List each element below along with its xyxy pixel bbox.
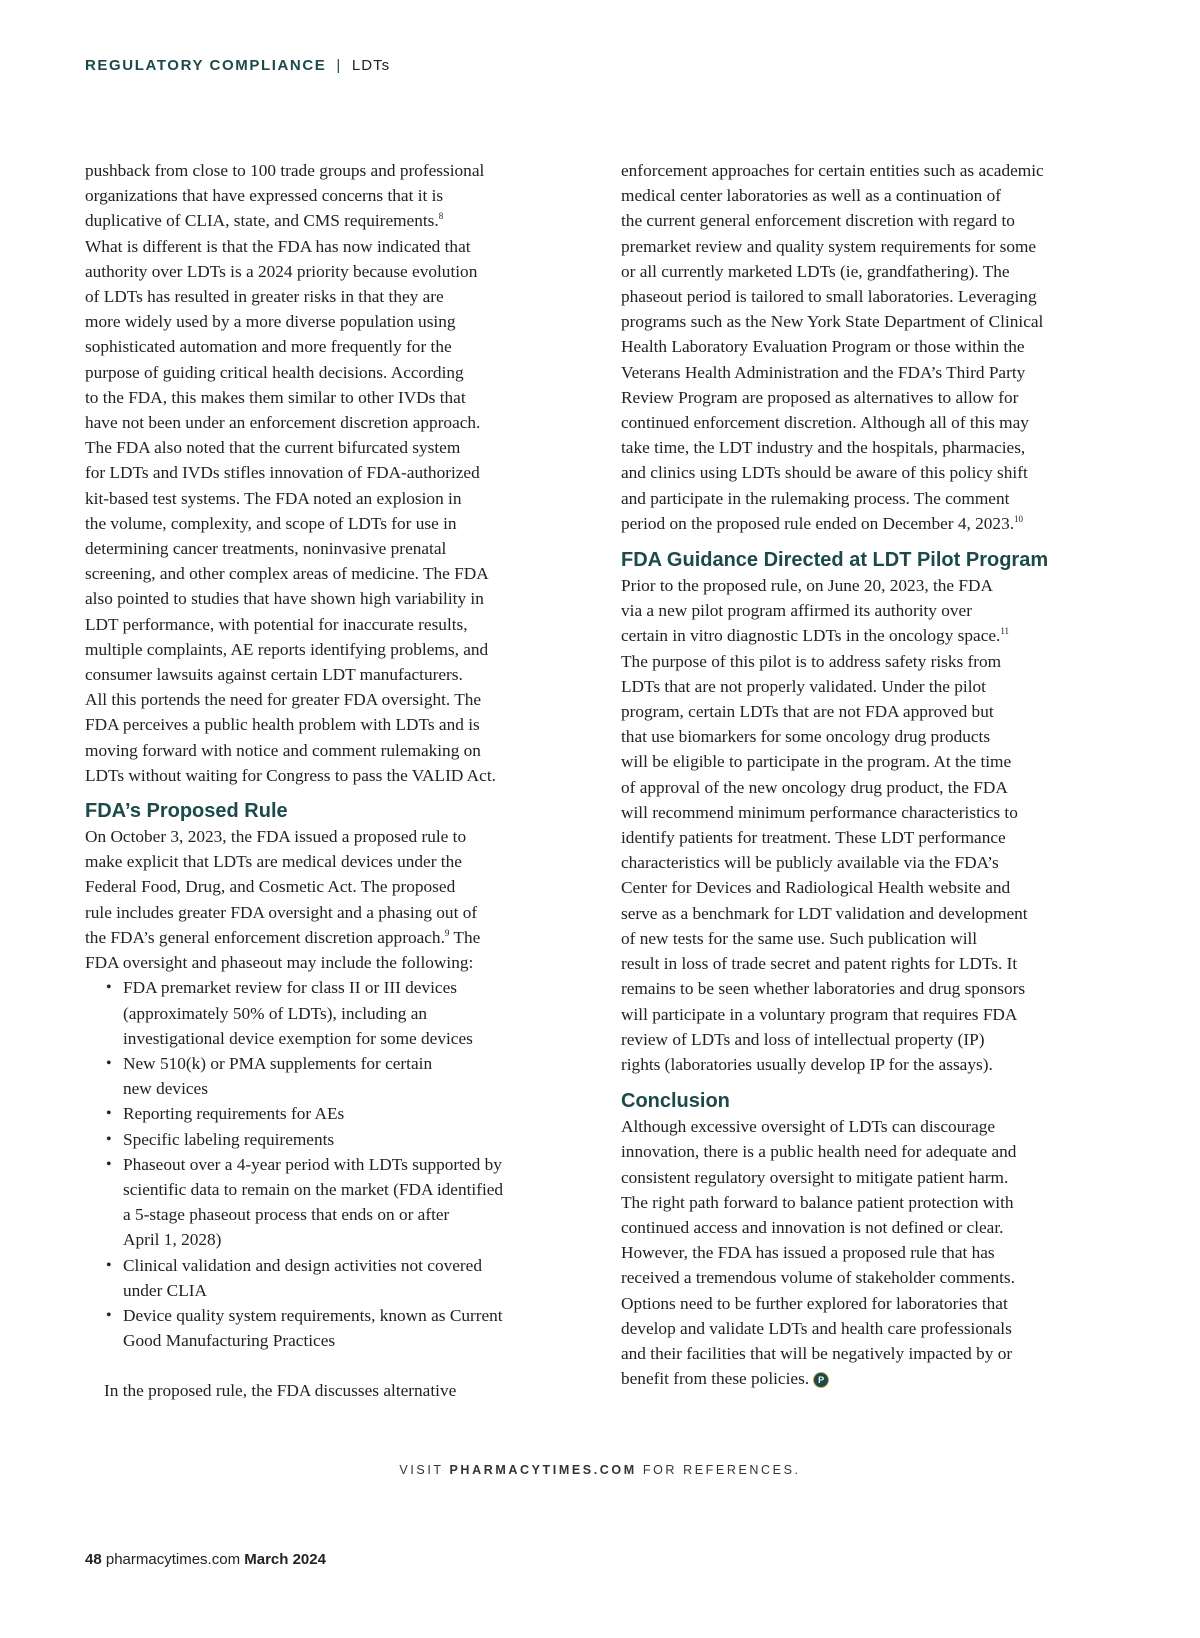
text-line: new devices: [123, 1079, 208, 1099]
running-header: [85, 57, 390, 74]
text-line: LDTs without waiting for Congress to pass the VALID Act.: [85, 765, 496, 785]
text-line: • New 510(k) or PMA supplements for certain: [123, 1053, 433, 1073]
text-line: innovation, there is a public health need for adequate and: [621, 1142, 1017, 1162]
references-note: [0, 1463, 1200, 1477]
text-line: multiple complaints, AE reports identifying problems, and: [85, 639, 489, 659]
text-line: enforcement approaches for certain entities such as academic: [621, 161, 1044, 180]
text-line: and clinics using LDTs should be aware of this policy shift: [621, 463, 1028, 483]
text-line: identify patients for treatment. These LDT performance: [621, 828, 1006, 848]
list-item: [85, 1127, 585, 1152]
text-line: screening, and other complex areas of medicine. The FDA: [85, 564, 489, 584]
text-line: the current general enforcement discretion with regard to: [621, 211, 1015, 231]
text-line: received a tremendous volume of stakeholder comments.: [621, 1268, 1015, 1288]
text-line: make explicit that LDTs are medical devices under the: [85, 852, 462, 872]
text-line: Options need to be further explored for laboratories that: [621, 1293, 1008, 1313]
text-line: Center for Devices and Radiological Health website and: [621, 878, 1011, 898]
reference-superscript: 8: [438, 211, 444, 222]
text-line: organizations that have expressed concerns that it is: [85, 186, 444, 206]
header-separator: |: [336, 57, 342, 74]
text-line: more widely used by a more diverse population using: [85, 312, 456, 332]
references-prefix: VISIT: [399, 1463, 450, 1477]
section-heading-pilot-program: FDA Guidance Directed at LDT Pilot Program: [621, 549, 1049, 572]
text-line: and participate in the rulemaking process. The comment: [621, 488, 1010, 508]
list-item: [85, 1152, 585, 1253]
text-line: [621, 1366, 1126, 1391]
text-line: consumer lawsuits against certain LDT manufacturers.: [85, 665, 463, 685]
issue-date: March 2024: [244, 1551, 326, 1568]
text-line: and their facilities that will be negatively impacted by or: [621, 1343, 1013, 1363]
text-line: Federal Food, Drug, and Cosmetic Act. The proposed: [85, 877, 456, 897]
references-site: PHARMACYTIMES.COM: [449, 1463, 637, 1477]
text-line: Review Program are proposed as alternatives to allow for: [621, 387, 1019, 407]
text-segment: certain in vitro diagnostic LDTs in the oncology space.: [621, 626, 1001, 646]
text-line: investigational device exemption for some devices: [123, 1028, 473, 1048]
text-line: [621, 623, 1126, 648]
text-line: rule includes greater FDA oversight and a phasing out of: [85, 902, 478, 922]
text-line: remains to be seen whether laboratories and drug sponsors: [621, 979, 1026, 999]
text-line: LDTs that are not properly validated. Under the pilot: [621, 676, 986, 696]
end-of-article-icon: P: [813, 1372, 829, 1388]
text-line: serve as a benchmark for LDT validation and development: [621, 903, 1028, 923]
text-line: review of LDTs and loss of intellectual property (IP): [621, 1029, 985, 1049]
text-line: However, the FDA has issued a proposed rule that has: [621, 1243, 995, 1263]
text-line: Veterans Health Administration and the FDA’s Third Party: [621, 362, 1026, 382]
text-line: • Specific labeling requirements: [123, 1129, 335, 1149]
intro-paragraph: [85, 158, 585, 788]
text-line: will participate in a voluntary program that requires FDA: [621, 1004, 1018, 1024]
text-line: FDA oversight and phaseout may include the following:: [85, 953, 474, 973]
text-line: FDA perceives a public health problem with LDTs and is: [85, 715, 480, 735]
text-line: pushback from close to 100 trade groups and professional: [85, 161, 485, 180]
list-item: [85, 1051, 585, 1101]
text-line: April 1, 2028): [123, 1230, 222, 1250]
text-line: of approval of the new oncology drug product, the FDA: [621, 777, 1008, 797]
text-line: will be eligible to participate in the program. At the time: [621, 752, 1012, 772]
text-line: take time, the LDT industry and the hospitals, pharmacies,: [621, 438, 1026, 458]
text-line: purpose of guiding critical health decisions. According: [85, 362, 464, 382]
text-segment: benefit from these policies.: [621, 1369, 810, 1389]
text-line: medical center laboratories as well as a continuation of: [621, 186, 1002, 206]
text-line: [621, 511, 1126, 536]
text-line: • Phaseout over a 4-year period with LDTs supported by: [123, 1154, 502, 1174]
text-line: The FDA also noted that the current bifurcated system: [85, 438, 461, 458]
text-line: program, certain LDTs that are not FDA approved but: [621, 702, 994, 722]
footer-site: pharmacytimes.com: [105, 1551, 241, 1568]
text-line: Good Manufacturing Practices: [123, 1331, 336, 1351]
page-number: 48: [85, 1551, 102, 1568]
text-line: to the FDA, this makes them similar to other IVDs that: [85, 387, 466, 407]
reference-superscript: 11: [1000, 626, 1010, 637]
text-line: All this portends the need for greater FDA oversight. The: [85, 690, 482, 710]
page-footer: [85, 1551, 326, 1568]
section-heading-conclusion: Conclusion: [621, 1090, 730, 1113]
text-line: The purpose of this pilot is to address safety risks from: [621, 651, 1002, 671]
text-line: Health Laboratory Evaluation Program or those within the: [621, 337, 1025, 357]
text-line: characteristics will be publicly available via the FDA’s: [621, 853, 999, 873]
text-line: On October 3, 2023, the FDA issued a proposed rule to: [85, 827, 467, 847]
text-line: scientific data to remain on the market (FDA identified: [123, 1179, 504, 1199]
text-line: consistent regulatory oversight to mitigate patient harm.: [621, 1167, 1009, 1187]
pilot-paragraph: [621, 573, 1126, 1077]
text-line: via a new pilot program affirmed its authority over: [621, 601, 972, 621]
text-line: • Clinical validation and design activities not covered: [123, 1255, 482, 1275]
continued-paragraph-start: In the proposed rule, the FDA discusses alternative: [104, 1381, 457, 1401]
list-item: [85, 1303, 585, 1353]
list-item: [85, 1253, 585, 1303]
text-line: Although excessive oversight of LDTs can discourage: [621, 1117, 996, 1137]
left-column: [85, 158, 585, 1404]
text-line: the volume, complexity, and scope of LDTs for use in: [85, 513, 457, 533]
text-line: moving forward with notice and comment rulemaking on: [85, 740, 481, 760]
text-line: of LDTs has resulted in greater risks in that they are: [85, 287, 444, 307]
text-line: determining cancer treatments, noninvasive prenatal: [85, 539, 447, 559]
paragraph-gap: [85, 1353, 585, 1378]
list-item: [85, 975, 585, 1051]
text-line: have not been under an enforcement discretion approach.: [85, 413, 481, 433]
reference-superscript: 10: [1014, 513, 1024, 524]
text-line: result in loss of trade secret and patent rights for LDTs. It: [621, 954, 1018, 974]
text-line: of new tests for the same use. Such publication will: [621, 928, 978, 948]
text-line: will recommend minimum performance characteristics to: [621, 802, 1018, 822]
section-label: REGULATORY COMPLIANCE: [85, 57, 327, 74]
text-line: develop and validate LDTs and health care professionals: [621, 1318, 1012, 1338]
conclusion-paragraph: [621, 1114, 1126, 1391]
proposed-rule-paragraph: [85, 824, 585, 975]
text-line: authority over LDTs is a 2024 priority because evolution: [85, 261, 478, 281]
text-segment: period on the proposed rule ended on December 4, 2023.: [621, 513, 1015, 533]
text-line: kit-based test systems. The FDA noted an explosion in: [85, 488, 462, 508]
text-line: Prior to the proposed rule, on June 20, 2023, the FDA: [621, 576, 993, 596]
text-line: continued access and innovation is not defined or clear.: [621, 1217, 1004, 1237]
text-line: premarket review and quality system requirements for some: [621, 236, 1037, 256]
text-line: phaseout period is tailored to small laboratories. Leveraging: [621, 287, 1037, 307]
text-line: for LDTs and IVDs stifles innovation of FDA-authorized: [85, 463, 480, 483]
reference-superscript: 9: [444, 927, 450, 938]
text-segment: The: [449, 927, 481, 947]
text-line: • Device quality system requirements, known as Current: [123, 1305, 503, 1325]
oversight-bullet-list: [85, 975, 585, 1353]
references-suffix: FOR REFERENCES.: [636, 1463, 801, 1477]
text-line: • FDA premarket review for class II or III devices: [123, 978, 457, 998]
text-line: continued enforcement discretion. Although all of this may: [621, 413, 1029, 433]
section-heading-proposed-rule: FDA’s Proposed Rule: [85, 800, 288, 823]
text-line: or all currently marketed LDTs (ie, grandfathering). The: [621, 261, 1010, 281]
text-line: also pointed to studies that have shown high variability in: [85, 589, 484, 609]
text-line: [85, 208, 585, 233]
text-line: (approximately 50% of LDTs), including an: [123, 1003, 428, 1023]
text-line: that use biomarkers for some oncology drug products: [621, 727, 991, 747]
text-line: a 5-stage phaseout process that ends on or after: [123, 1205, 450, 1225]
text-segment: duplicative of CLIA, state, and CMS requirements.: [85, 211, 439, 231]
right-column: [621, 158, 1126, 1391]
text-line: What is different is that the FDA has now indicated that: [85, 236, 471, 256]
text-line: • Reporting requirements for AEs: [123, 1104, 345, 1124]
text-segment: the FDA’s general enforcement discretion approach.: [85, 927, 445, 947]
text-line: rights (laboratories usually develop IP for the assays).: [621, 1054, 993, 1074]
text-line: under CLIA: [123, 1280, 207, 1300]
text-line: programs such as the New York State Department of Clinical: [621, 312, 1044, 332]
continuation-paragraph: [621, 158, 1126, 536]
text-line: [85, 925, 585, 950]
text-line: LDT performance, with potential for inaccurate results,: [85, 614, 468, 634]
list-item: [85, 1101, 585, 1126]
text-line: sophisticated automation and more frequently for the: [85, 337, 452, 357]
text-line: The right path forward to balance patient protection with: [621, 1192, 1014, 1212]
topic-label: LDTs: [351, 57, 391, 74]
